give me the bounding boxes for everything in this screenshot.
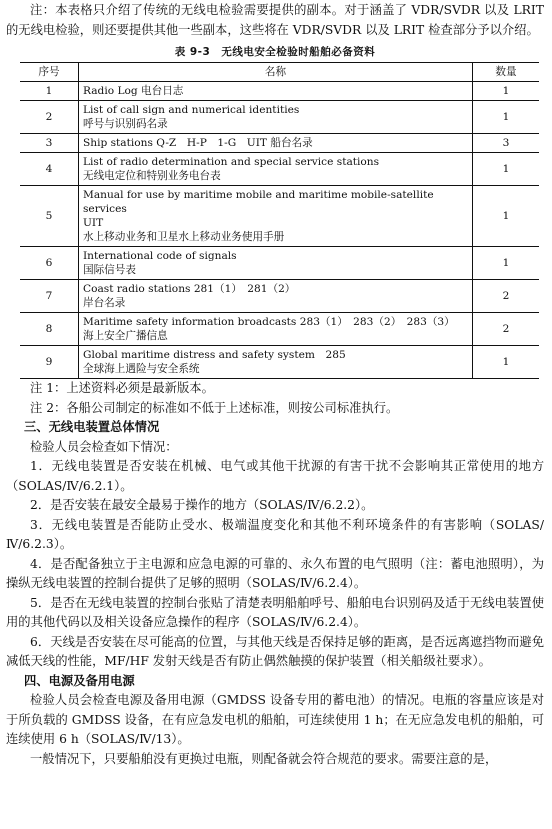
row-name-line: 水上移动业务和卫星水上移动业务使用手册: [83, 231, 285, 243]
row-name-line: 全球海上遇险与安全系统: [83, 363, 200, 375]
table-row: [20, 247, 539, 280]
section-3-item-6: 6．天线是否安装在尽可能高的位置，与其他天线是否保持足够的距离，是否远离遮挡物而避免减低天线的性能，MF/HF 发射天线是否有防止偶然触摸的保护装置（相关船级社要求）。: [6, 634, 544, 668]
row-name-line: 无线电定位和特别业务电台表: [83, 170, 221, 182]
header-no: 序号: [20, 63, 79, 82]
table-body: [20, 82, 539, 379]
row-name-line: Maritime safety information broadcasts 283（1） 283（2） 283（3）: [83, 316, 455, 328]
row-name: [79, 186, 473, 247]
section-3-item-2: 2．是否安装在最安全最易于操作的地方（SOLAS/Ⅳ/6.2.2）。: [30, 498, 374, 512]
row-number: 3: [20, 134, 79, 153]
required-documents-table: [20, 62, 539, 379]
row-name: [79, 313, 473, 346]
row-quantity: 1: [473, 346, 540, 379]
row-name: [79, 247, 473, 280]
row-number: 8: [20, 313, 79, 346]
row-quantity: 1: [473, 186, 540, 247]
row-number: 7: [20, 280, 79, 313]
table-row: [20, 186, 539, 247]
header-row: [20, 63, 539, 82]
row-quantity: 2: [473, 280, 540, 313]
table-row: [20, 346, 539, 379]
table-row: [20, 134, 539, 153]
note-1: 注 1：上述资料必须是最新版本。: [30, 381, 214, 395]
row-number: 4: [20, 153, 79, 186]
table-row: [20, 82, 539, 101]
table-row: [20, 153, 539, 186]
row-number: 1: [20, 82, 79, 101]
section-3-item-1: 1．无线电装置是否安装在机械、电气或其他干扰源的有害干扰不会影响其正常使用的地方（SOLAS/Ⅳ/6.2.1）。: [6, 459, 544, 493]
table-row: [20, 313, 539, 346]
row-name-line: International code of signals: [83, 250, 237, 262]
row-name: [79, 346, 473, 379]
row-number: 2: [20, 101, 79, 134]
row-quantity: 1: [473, 247, 540, 280]
row-quantity: 2: [473, 313, 540, 346]
row-name-line: Radio Log 电台日志: [83, 85, 184, 97]
row-quantity: 1: [473, 153, 540, 186]
row-name-line: Coast radio stations 281（1） 281（2）: [83, 283, 296, 295]
header-name: 名称: [79, 63, 473, 82]
table-header: [20, 63, 539, 82]
row-quantity: 1: [473, 82, 540, 101]
row-name-line: 岸台名录: [83, 297, 126, 309]
row-quantity: 1: [473, 101, 540, 134]
row-number: 6: [20, 247, 79, 280]
row-name-line: List of radio determination and special service stations: [83, 156, 380, 168]
section-4-paragraph-1: 检验人员会检查电源及备用电源（GMDSS 设备专用的蓄电池）的情况。电瓶的容量应该是对于所负载的 GMDSS 设备，在有应急发电机的船舶，可连续使用 1 h；在无应急发电机的船舶，可连续使用 6 h（SOLAS/Ⅳ/13）。: [6, 693, 544, 746]
section-3-heading: 三、无线电装置总体情况: [24, 420, 160, 434]
row-name-line: 海上安全广播信息: [83, 330, 168, 342]
section-4-paragraph-2: 一般情况下，只要船舶没有更换过电瓶，则配备就会符合规范的要求。需要注意的是，: [30, 751, 498, 766]
note-2: 注 2：各船公司制定的标准如不低于上述标准，则按公司标准执行。: [30, 400, 399, 415]
table-caption: 表 9-3 无线电安全检验时船舶必备资料: [174, 46, 376, 58]
row-name-line: UIT: [83, 217, 104, 229]
section-4-heading: 四、电源及备用电源: [24, 673, 135, 688]
row-name: [79, 101, 473, 134]
row-name-line: 呼号与识别码名录: [83, 118, 168, 130]
row-name: [79, 280, 473, 313]
section-3-item-4: 4．是否配备独立于主电源和应急电源的可靠的、永久布置的电气照明（注：蓄电池照明），为操纵无线电装置的控制台提供了足够的照明（SOLAS/Ⅳ/6.2.4）。: [6, 556, 544, 590]
row-number: 9: [20, 346, 79, 379]
row-name-line: Manual for use by maritime mobile and maritime mobile-satellite services: [83, 189, 434, 215]
row-number: 5: [20, 186, 79, 247]
section-3-item-5: 5．是否在无线电装置的控制台张贴了清楚表明船舶呼号、船舶电台识别码及适于无线电装置使用的其他代码以及相关设备应急操作的程序（SOLAS/Ⅳ/6.2.4）。: [6, 595, 544, 629]
row-name-line: 国际信号表: [83, 264, 136, 276]
intro-note: 注：本表格只介绍了传统的无线电检验需要提供的副本。对于涵盖了 VDR/SVDR 以及 LRIT 的无线电检验，则还要提供其他一些副本，这些将在 VDR/SVDR 以及 LRIT 检查部分予以介绍。: [6, 3, 544, 37]
row-name-line: Global maritime distress and safety system 285: [83, 349, 346, 361]
section-3-item-3: 3．无线电装置是否能防止受水、极端温度变化和其他不利环境条件的有害影响（SOLAS/Ⅳ/6.2.3）。: [6, 517, 544, 551]
row-quantity: 3: [473, 134, 540, 153]
row-name: [79, 82, 473, 101]
row-name: [79, 134, 473, 153]
row-name-line: Ship stations Q-Z H-P 1-G UIT 船台名录: [83, 137, 313, 149]
table-row: [20, 280, 539, 313]
row-name: [79, 153, 473, 186]
table-row: [20, 101, 539, 134]
section-3-intro: 检验人员会检查如下情况：: [30, 439, 178, 454]
row-name-line: List of call sign and numerical identities: [83, 104, 300, 116]
header-qty: 数量: [473, 63, 540, 82]
